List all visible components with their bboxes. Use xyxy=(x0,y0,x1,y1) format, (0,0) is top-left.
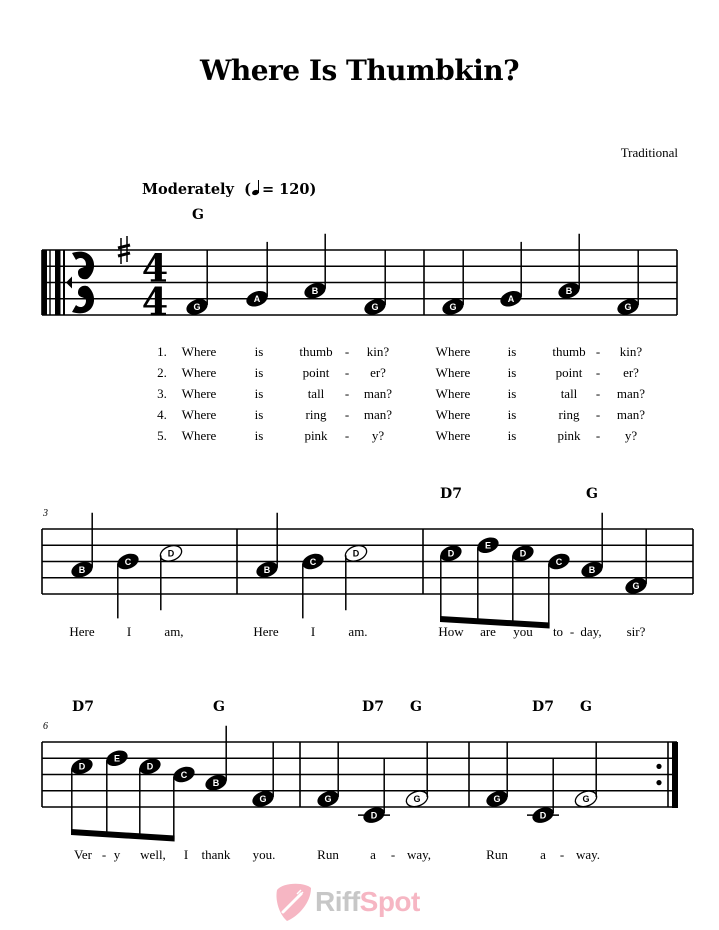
lyric-syllable: to xyxy=(552,624,564,639)
logo-wordmark: RiffSpot xyxy=(315,886,420,917)
svg-text:G: G xyxy=(193,302,201,313)
svg-text:B: B xyxy=(78,564,86,575)
lyric-syllable: Where xyxy=(435,386,471,401)
svg-text:D: D xyxy=(146,761,154,772)
note-g xyxy=(362,250,388,317)
svg-text:D: D xyxy=(539,810,547,821)
svg-text:B: B xyxy=(263,564,271,575)
lyric-syllable: y? xyxy=(371,428,385,443)
lyric-syllable: Where xyxy=(435,407,471,422)
lyric-syllable: is xyxy=(507,428,517,443)
lyric-syllable: a xyxy=(370,847,376,862)
svg-text:B: B xyxy=(565,285,573,296)
svg-text:C: C xyxy=(309,556,317,567)
svg-text:C: C xyxy=(124,556,132,567)
lyric-syllable: Here xyxy=(69,624,95,639)
lyric-syllable: I xyxy=(126,624,132,639)
verse-line-1 xyxy=(157,344,642,359)
note-d xyxy=(527,758,559,825)
lyric-syllable: - xyxy=(344,344,350,359)
note-g xyxy=(623,529,649,596)
note-g xyxy=(484,742,510,809)
note-c xyxy=(300,551,326,618)
svg-text:G: G xyxy=(449,302,457,313)
chord-symbol: G xyxy=(580,699,592,715)
svg-text:G: G xyxy=(632,581,640,592)
song-title: Where Is Thumbkin? xyxy=(199,54,520,87)
lyric-syllable: way. xyxy=(575,847,601,862)
note-b xyxy=(254,513,280,580)
verse-number: 4. xyxy=(157,407,167,422)
verse-number: 1. xyxy=(157,344,167,359)
lyric-syllable: tall xyxy=(307,386,325,401)
lyric-syllable: man? xyxy=(363,407,393,422)
lyric-syllable: way, xyxy=(406,847,432,862)
lyric-syllable: is xyxy=(507,365,517,380)
lyric-syllable: - xyxy=(595,386,601,401)
lyric-syllable: kin? xyxy=(619,344,643,359)
lyric-syllable: Run xyxy=(486,847,508,862)
lyric-syllable: - xyxy=(559,847,565,862)
lyric-syllable: - xyxy=(569,624,575,639)
lyric-syllable: y? xyxy=(624,428,638,443)
lyric-syllable: Where xyxy=(181,407,217,422)
chord-symbol: D7 xyxy=(362,699,384,715)
svg-text:B: B xyxy=(212,777,220,788)
note-g xyxy=(440,250,466,317)
thick-barline xyxy=(42,250,47,315)
lyric-syllable: I xyxy=(183,847,189,862)
lyric-syllable: point xyxy=(555,365,583,380)
lyric-syllable: - xyxy=(344,407,350,422)
lyric-syllable: Where xyxy=(435,428,471,443)
chord-symbol: G xyxy=(192,207,204,223)
note-e xyxy=(104,748,130,769)
lyric-syllable: man? xyxy=(363,386,393,401)
note-b xyxy=(203,726,229,793)
verse-number: 2. xyxy=(157,365,167,380)
lyric-syllable: pink xyxy=(557,428,581,443)
chord-symbol: G xyxy=(213,699,225,715)
verse-number: 5. xyxy=(157,428,167,443)
lyric-syllable: man? xyxy=(616,386,646,401)
repeat-dot xyxy=(656,764,661,769)
lyric-syllable: Where xyxy=(181,365,217,380)
note-d xyxy=(158,543,184,610)
lyric-syllable: point xyxy=(302,365,330,380)
lyric-syllable: Ver xyxy=(73,847,93,862)
lyric-syllable: is xyxy=(254,386,264,401)
lyric-syllable: - xyxy=(344,365,350,380)
lyric-syllable: Where xyxy=(181,428,217,443)
lyric-syllable: sir? xyxy=(626,624,646,639)
riffspot-logo xyxy=(273,882,453,924)
lyric-syllable: Where xyxy=(435,365,471,380)
svg-text:E: E xyxy=(484,540,492,551)
lyric-syllable: ring xyxy=(305,407,327,422)
lyric-syllable: Where xyxy=(181,344,217,359)
lyric-syllable: man? xyxy=(616,407,646,422)
chord-symbol: D7 xyxy=(532,699,554,715)
note-b xyxy=(579,513,605,580)
lyric-syllable: is xyxy=(507,386,517,401)
note-beam xyxy=(71,829,175,842)
svg-text:A: A xyxy=(253,294,261,305)
verse-line-4 xyxy=(157,407,645,422)
note-g xyxy=(404,742,430,809)
repeat-dot xyxy=(656,780,661,785)
svg-text:G: G xyxy=(324,794,332,805)
guitar-pick-icon xyxy=(273,882,313,922)
verse-number: 3. xyxy=(157,386,167,401)
svg-text:B: B xyxy=(311,285,319,296)
note-e xyxy=(475,535,501,556)
lyric-syllable: is xyxy=(507,344,517,359)
lyric-syllable: well, xyxy=(140,847,166,862)
lyric-syllable: - xyxy=(344,428,350,443)
measure-number: 3 xyxy=(43,508,48,519)
note-b xyxy=(69,513,95,580)
svg-text:D: D xyxy=(370,810,378,821)
lyric-syllable: Run xyxy=(317,847,339,862)
lyric-syllable: are xyxy=(480,624,496,639)
note-b xyxy=(556,234,582,301)
time-signature xyxy=(142,246,168,325)
lyric-syllable: is xyxy=(254,344,264,359)
svg-text:G: G xyxy=(582,794,590,805)
svg-text:4: 4 xyxy=(141,279,169,324)
lyric-syllable: day, xyxy=(580,624,602,639)
svg-text:E: E xyxy=(113,753,121,764)
lyric-syllable: - xyxy=(390,847,396,862)
composer-credit: Traditional xyxy=(620,145,678,160)
lyric-syllable: a xyxy=(540,847,546,862)
lyric-syllable: - xyxy=(344,386,350,401)
note-d xyxy=(358,758,390,825)
svg-text:D: D xyxy=(167,548,175,559)
chord-symbol: G xyxy=(410,699,422,715)
note-g xyxy=(315,742,341,809)
lyric-syllable: er? xyxy=(370,365,386,380)
lyric-syllable: ring xyxy=(558,407,580,422)
svg-text:D: D xyxy=(352,548,360,559)
lyric-syllable: How xyxy=(438,624,464,639)
chord-symbol: G xyxy=(586,486,598,502)
lyric-syllable: is xyxy=(254,365,264,380)
note-g xyxy=(573,742,599,809)
verse-line-3 xyxy=(157,386,645,401)
staff-system-1 xyxy=(42,207,677,443)
svg-text:D: D xyxy=(78,761,86,772)
svg-text:G: G xyxy=(259,794,267,805)
lyric-syllable: thumb xyxy=(299,344,333,359)
svg-text:G: G xyxy=(493,794,501,805)
note-g xyxy=(250,742,276,809)
lyric-syllable: - xyxy=(595,407,601,422)
lyric-syllable: thumb xyxy=(552,344,586,359)
svg-text:A: A xyxy=(507,294,515,305)
lyric-syllable: - xyxy=(595,365,601,380)
staff-system-2 xyxy=(42,486,693,639)
lyric-syllable: Here xyxy=(253,624,279,639)
svg-text:G: G xyxy=(624,302,632,313)
note-b xyxy=(302,234,328,301)
note-g xyxy=(615,250,641,317)
lyric-syllable: is xyxy=(254,407,264,422)
svg-text:D: D xyxy=(519,548,527,559)
lyric-syllable: am, xyxy=(164,624,184,639)
verse-line-2 xyxy=(157,365,639,380)
staff-system-3 xyxy=(42,699,678,862)
lyric-syllable: pink xyxy=(304,428,328,443)
note-g xyxy=(184,250,210,317)
tempo-bpm: = 120 xyxy=(261,181,310,198)
svg-text:C: C xyxy=(555,556,563,567)
chord-symbol: D7 xyxy=(440,486,462,502)
note-a xyxy=(244,242,270,309)
lyric-syllable: Where xyxy=(181,386,217,401)
lyric-syllable: you xyxy=(513,624,533,639)
lyric-syllable: - xyxy=(101,847,107,862)
lyric-syllable: Where xyxy=(435,344,471,359)
svg-text:B: B xyxy=(588,564,596,575)
svg-text:C: C xyxy=(180,769,188,780)
svg-text:D: D xyxy=(447,548,455,559)
lyric-syllable: er? xyxy=(623,365,639,380)
note-d xyxy=(343,543,369,610)
lyric-syllable: - xyxy=(595,428,601,443)
final-barline xyxy=(672,742,678,808)
note-c xyxy=(115,551,141,618)
note-a xyxy=(498,242,524,309)
lyric-syllable: am. xyxy=(348,624,368,639)
note-c xyxy=(546,551,572,572)
svg-text:G: G xyxy=(413,794,421,805)
lyric-syllable: I xyxy=(310,624,316,639)
chord-symbol: D7 xyxy=(72,699,94,715)
tempo-marking: Moderately ( = 120) xyxy=(142,181,317,198)
lyric-syllable: thank xyxy=(201,847,231,862)
lyric-syllable: - xyxy=(595,344,601,359)
measure-number: 6 xyxy=(43,721,48,732)
lyric-syllable: kin? xyxy=(366,344,390,359)
verse-line-5 xyxy=(157,428,637,443)
svg-text:G: G xyxy=(371,302,379,313)
note-c xyxy=(171,764,197,785)
lyric-syllable: y xyxy=(113,847,121,862)
svg-text:4: 4 xyxy=(141,245,169,291)
lyric-syllable: tall xyxy=(560,386,578,401)
tempo-text: Moderately xyxy=(142,181,234,198)
lyric-syllable: is xyxy=(507,407,517,422)
lyric-syllable: is xyxy=(254,428,264,443)
lyric-syllable: you. xyxy=(252,847,276,862)
